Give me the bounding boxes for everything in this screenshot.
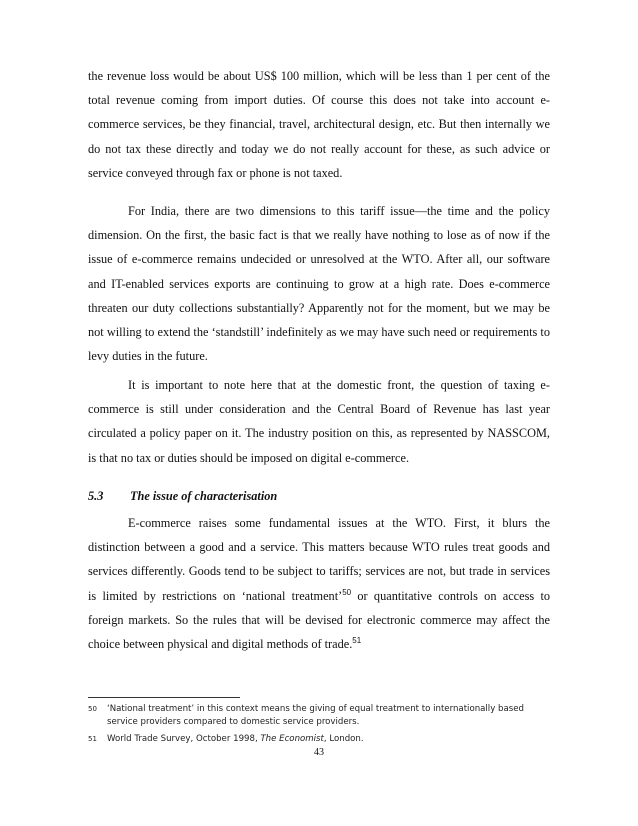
footnote-number: 51 bbox=[88, 735, 97, 743]
footnote-text-after: , London. bbox=[323, 734, 364, 744]
footnote-number: 50 bbox=[88, 705, 97, 713]
section-title: The issue of characterisation bbox=[130, 489, 278, 503]
footnote-text: ‘National treatment’ in this context means the giving of equal treatment to internationally based service providers compared to domestic service providers. bbox=[107, 704, 524, 727]
paragraph-4-part-b: or quantitative controls on access to foreign markets. So the rules that will be devised for electronic commerce may affect the choice between physical and digital methods of trade. bbox=[88, 588, 551, 652]
footnote-text bbox=[107, 733, 550, 746]
footnote-divider bbox=[88, 697, 240, 698]
body-paragraph-4 bbox=[88, 511, 550, 656]
body-paragraph-3: It is important to note here that at the domestic front, the question of taxing e-commerce is still under consideration and the Central Board of Revenue has last year circulated a policy paper on it. The industry position on this, as represented by NASSCOM, is that no tax or duties should be imposed on digital e-commerce. bbox=[88, 378, 550, 465]
paragraph-4-part-a: E-commerce raises some fundamental issues at the WTO. First, it blurs the distinction between a good and a service. This matters because WTO rules treat goods and services differently. Goods tend to be subject to tariffs; services are not, but trade in services is limited by restrictions on ‘national treatment’ bbox=[88, 516, 550, 603]
body-paragraph-2: For India, there are two dimensions to this tariff issue—the time and the policy dimension. On the first, the basic fact is that we really have nothing to lose as of now if the issue of e-commerce remains undecided or unresolved at the WTO. After all, our software and IT-enabled services exports are continuing to grow at a high rate. Does e-commerce threaten our duty collections substantially? Apparently not for the moment, but we may be not willing to extend the ‘standstill’ indefinitely as we may have such need or requirements to levy duties in the future. bbox=[88, 204, 550, 364]
section-number: 5.3 bbox=[88, 489, 104, 503]
footnote-publication-title: The Economist bbox=[260, 734, 324, 744]
body-paragraph-1: the revenue loss would be about US$ 100 million, which will be less than 1 per cent of the total revenue coming from import duties. Of course this does not take into account e-commerce services, be they financial, travel, architectural design, etc. But then internally we do not tax these directly and today we do not really account for these, as such advice or service conveyed through fax or phone is not taxed. bbox=[88, 69, 550, 180]
section-heading bbox=[88, 486, 550, 506]
footnote-text-before: World Trade Survey, October 1998, bbox=[107, 734, 261, 744]
footnote-50 bbox=[88, 703, 550, 729]
footnote-51 bbox=[88, 733, 550, 746]
footnote-ref-50[interactable]: 50 bbox=[342, 587, 352, 597]
footnote-ref-51[interactable]: 51 bbox=[352, 635, 362, 645]
page-number: 43 bbox=[314, 747, 324, 758]
